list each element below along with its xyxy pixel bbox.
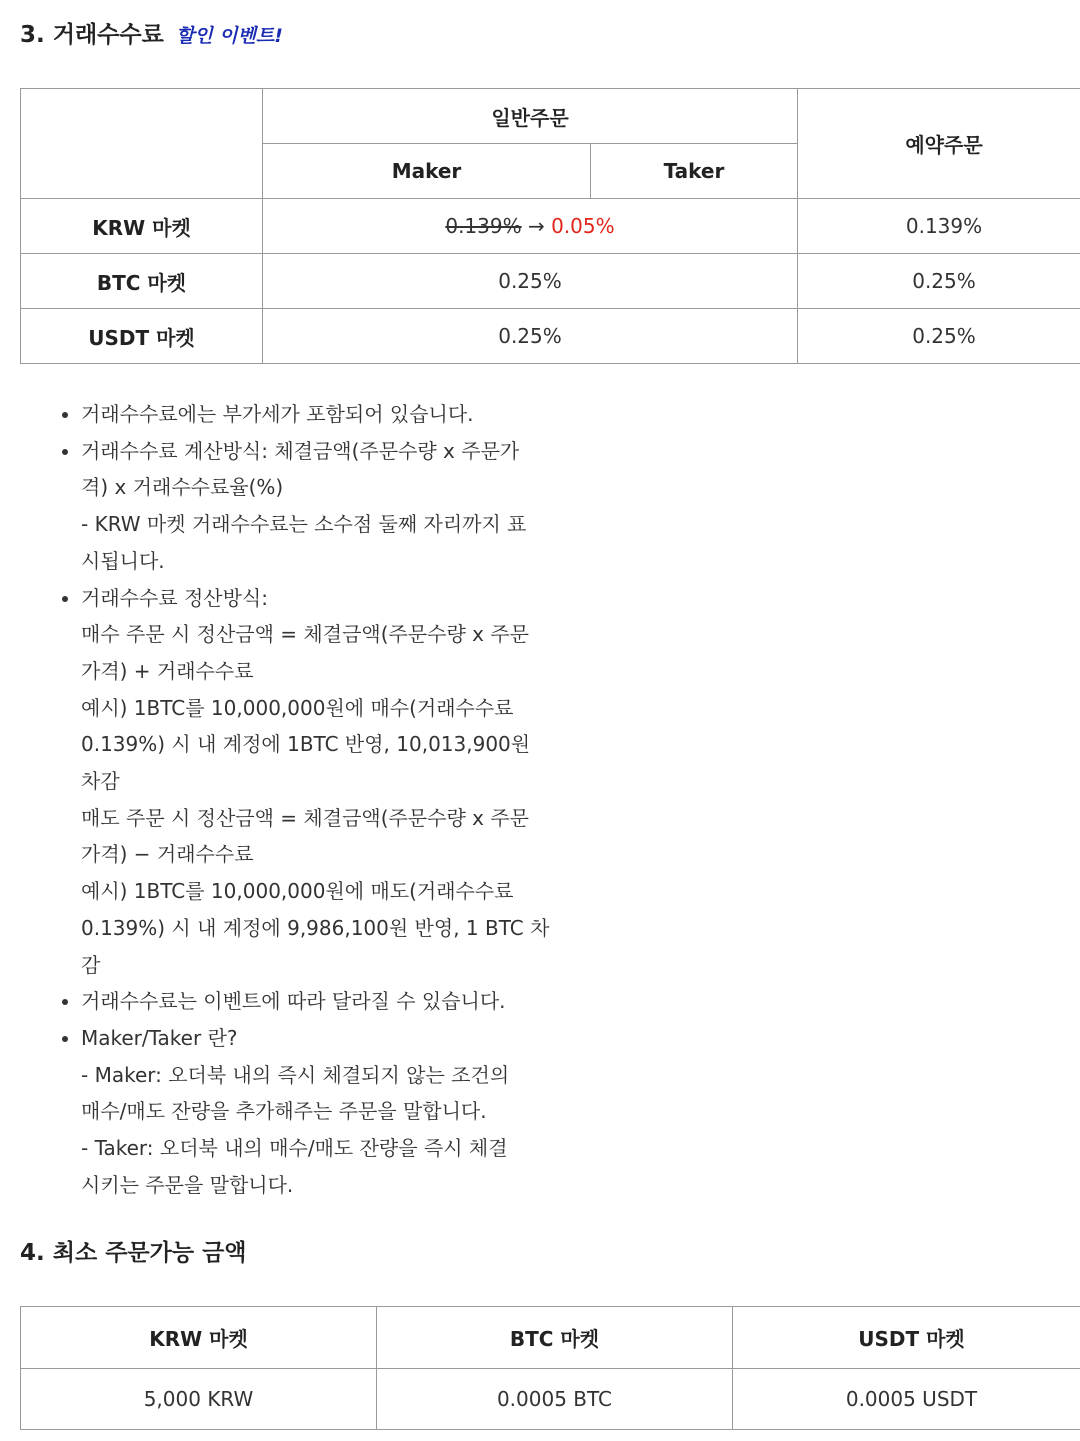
general-fee-cell: [263, 199, 798, 254]
note-line: 매수 주문 시 정산금액 = 체결금액(주문수량 x 주문: [81, 622, 529, 647]
discounted-fee-rate: 0.05%: [551, 214, 615, 238]
reserved-fee-cell: 0.25%: [798, 309, 1080, 364]
general-fee-cell: 0.25%: [263, 309, 798, 364]
note-line: 0.139%) 시 내 계정에 1BTC 반영, 10,013,900원: [81, 732, 531, 757]
krw-min-amount: 5,000 KRW: [21, 1369, 377, 1430]
note-line: • 거래수수료 계산방식: 체결금액(주문수량 x 주문가: [81, 438, 520, 463]
table-row: [21, 199, 1080, 254]
note-line: - KRW 마켓 거래수수료는 소수점 둘째 자리까지 표: [81, 512, 527, 537]
section-4-heading: 4. 최소 주문가능 금액: [20, 1240, 247, 1266]
list-item: [81, 983, 580, 1020]
market-name-cell: USDT 마켓: [21, 309, 263, 364]
table-row: [21, 254, 1080, 309]
note-line: - Taker: 오더북 내의 매수/매도 잔량을 즉시 체결: [81, 1136, 508, 1161]
reserved-fee-cell: 0.139%: [798, 199, 1080, 254]
market-name-cell: KRW 마켓: [21, 199, 263, 254]
note-line: 시됩니다.: [81, 548, 165, 573]
fee-table-corner-cell: [21, 89, 263, 199]
list-item: [81, 1020, 580, 1204]
btc-min-amount: 0.0005 BTC: [377, 1369, 733, 1430]
general-order-header: 일반주문: [263, 89, 798, 144]
krw-market-header: KRW 마켓: [21, 1307, 377, 1369]
arrow-right-icon: →: [527, 214, 545, 238]
note-line: 시키는 주문을 말합니다.: [81, 1172, 294, 1197]
taker-header: Taker: [591, 144, 798, 199]
note-line: 0.139%) 시 내 계정에 9,986,100원 반영, 1 BTC 차: [81, 915, 550, 940]
note-line: 매수/매도 잔량을 추가해주는 주문을 말합니다.: [81, 1099, 487, 1124]
table-row: [21, 309, 1080, 364]
note-line: • 거래수수료 정산방식:: [81, 585, 268, 610]
minimum-order-table: [20, 1306, 1080, 1430]
note-line: • 거래수수료에는 부가세가 포함되어 있습니다.: [81, 402, 474, 426]
maker-header: Maker: [263, 144, 591, 199]
list-item: [81, 580, 580, 984]
usdt-min-amount: 0.0005 USDT: [733, 1369, 1080, 1430]
section-3-title: 3. 거래수수료: [20, 22, 164, 48]
note-line: 매도 주문 시 정산금액 = 체결금액(주문수량 x 주문: [81, 805, 529, 830]
usdt-market-header: USDT 마켓: [733, 1307, 1080, 1369]
list-item: [81, 433, 580, 580]
table-row: [21, 1369, 1080, 1430]
note-line: 예시) 1BTC를 10,000,000원에 매도(거래수수료: [81, 879, 514, 904]
fee-notes-list: [20, 396, 580, 1203]
reserved-order-header: 예약주문: [798, 89, 1080, 199]
discount-event-label: 할인 이벤트!: [175, 25, 283, 47]
note-line: 가격) + 거래수수료: [81, 658, 254, 683]
trading-fee-table: [20, 88, 1080, 364]
note-line: • 거래수수료는 이벤트에 따라 달라질 수 있습니다.: [81, 989, 506, 1014]
section-3-heading: [20, 19, 283, 52]
old-fee-rate: 0.139%: [445, 214, 522, 238]
list-item: [81, 396, 580, 433]
note-line: 가격) − 거래수수료: [81, 842, 254, 867]
note-line: 예시) 1BTC를 10,000,000원에 매수(거래수수료: [81, 695, 514, 720]
note-line: 감: [81, 952, 101, 977]
note-line: 차감: [81, 769, 120, 794]
btc-market-header: BTC 마켓: [377, 1307, 733, 1369]
note-line: - Maker: 오더북 내의 즉시 체결되지 않는 조건의: [81, 1062, 510, 1087]
note-line: 격) x 거래수수료율(%): [81, 475, 284, 500]
reserved-fee-cell: 0.25%: [798, 254, 1080, 309]
general-fee-cell: 0.25%: [263, 254, 798, 309]
note-line: • Maker/Taker 란?: [81, 1025, 238, 1050]
market-name-cell: BTC 마켓: [21, 254, 263, 309]
